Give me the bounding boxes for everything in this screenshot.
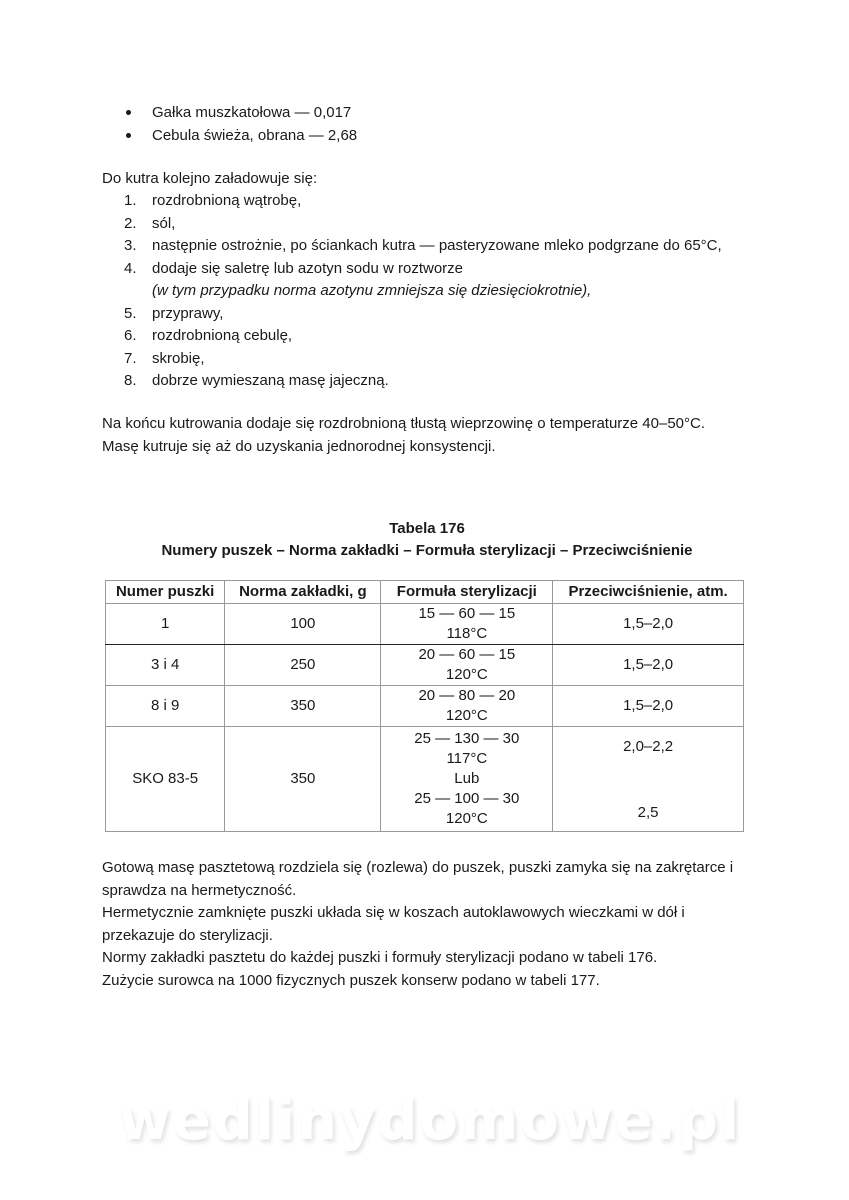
step-text: przyprawy, — [152, 304, 224, 322]
formula-line: 15 — 60 — 15 — [418, 605, 516, 622]
bullet-text: Gałka muszkatołowa — 0,017 — [152, 104, 352, 121]
step-item — [124, 190, 744, 213]
step-item — [124, 303, 744, 326]
formula-temp: 120°C — [445, 707, 488, 724]
step-text: rozdrobnioną wątrobę, — [152, 192, 302, 209]
formula-line: 20 — 60 — 15 — [418, 646, 516, 663]
step-number: 3. — [124, 237, 137, 254]
bullet-dot-icon — [126, 110, 131, 115]
cell-pressure: 1,5–2,0 — [553, 686, 744, 727]
bullet-dot-icon — [126, 133, 131, 138]
formula-temp: 117°C — [446, 750, 488, 767]
cell-can: 3 i 4 — [106, 645, 225, 686]
table-header-row — [106, 581, 744, 604]
cell-norm: 350 — [225, 727, 381, 832]
formula-temp: 120°C — [445, 810, 488, 827]
table-row — [106, 727, 744, 832]
header-can-number: Numer puszki — [106, 581, 225, 604]
formula-line: 25 — 100 — 30 — [414, 790, 520, 807]
step-item — [124, 325, 744, 348]
step-number: 1. — [124, 192, 137, 209]
sterilization-table — [105, 580, 744, 832]
paragraph: Na końcu kutrowania dodaje się rozdrobnioną tłustą wieprzowinę o temperaturze 40–50°C. — [102, 415, 706, 432]
step-item — [124, 258, 744, 303]
step-number: 6. — [124, 327, 137, 344]
cell-can: 8 i 9 — [106, 686, 225, 727]
paragraph: Normy zakładki pasztetu do każdej puszki i formuły sterylizacji podano w tabeli 176. — [102, 949, 658, 966]
header-sterilization-formula: Formuła sterylizacji — [381, 581, 553, 604]
paragraph: Zużycie surowca na 1000 fizycznych puszek konserw podano w tabeli 177. — [102, 971, 600, 989]
cell-pressure: 1,5–2,0 — [553, 645, 744, 686]
bullet-item — [124, 101, 357, 124]
step-text: sól, — [152, 214, 176, 232]
cell-formula — [381, 645, 553, 686]
table-row — [106, 686, 744, 727]
formula-or: Lub — [454, 770, 480, 787]
step-item — [124, 348, 744, 371]
cell-formula — [381, 727, 553, 832]
cell-formula — [381, 686, 553, 727]
bullet-item — [124, 124, 357, 147]
step-item — [124, 213, 744, 236]
step-note: (w tym przypadku norma azotynu zmniejsza się dziesięciokrotnie), — [152, 282, 592, 299]
step-item — [124, 370, 744, 393]
paragraph: Hermetycznie zamknięte puszki układa się w koszach autoklawowych wieczkami w dół i przekazuje do sterylizacji. — [102, 904, 685, 944]
formula-temp: 120°C — [445, 666, 488, 683]
cell-norm: 350 — [225, 686, 381, 727]
step-text: dobrze wymieszaną masę jajeczną. — [152, 372, 389, 389]
step-number: 4. — [124, 259, 137, 277]
pressure-value: 2,0–2,2 — [623, 738, 674, 755]
cell-formula — [381, 604, 553, 645]
after-steps-text — [102, 413, 752, 458]
ingredient-bullet-list — [124, 101, 357, 147]
pressure-value: 2,5 — [637, 804, 659, 821]
table-caption-number: Tabela 176 — [389, 520, 465, 537]
step-number: 5. — [124, 304, 137, 322]
intro-paragraph: Do kutra kolejno załadowuje się: — [102, 170, 318, 187]
step-text: skrobię, — [152, 349, 205, 367]
step-number: 7. — [124, 349, 137, 367]
paragraph: Masę kutruje się aż do uzyskania jednorodnej konsystencji. — [102, 437, 496, 455]
table-caption-title: Numery puszek – Norma zakładki – Formuła sterylizacji – Przeciwciśnienie — [161, 542, 693, 559]
step-item — [124, 235, 744, 258]
table-row — [106, 604, 744, 645]
step-text: dodaje się saletrę lub azotyn sodu w roztworze — [152, 259, 464, 277]
formula-temp: 118°C — [446, 625, 488, 642]
cell-norm: 250 — [225, 645, 381, 686]
steps-list — [124, 190, 744, 393]
closing-text — [102, 857, 752, 992]
step-number: 8. — [124, 372, 137, 389]
step-text: następnie ostrożnie, po ściankach kutra — pasteryzowane mleko podgrzane do 65°C, — [152, 237, 722, 254]
bullet-text: Cebula świeża, obrana — 2,68 — [152, 127, 358, 144]
step-text: rozdrobnioną cebulę, — [152, 327, 293, 344]
cell-pressure: 1,5–2,0 — [553, 604, 744, 645]
step-number: 2. — [124, 214, 137, 232]
paragraph: Gotową masę pasztetową rozdziela się (rozlewa) do puszek, puszki zamyka się na zakrętarce i sprawdza na hermetyczność. — [102, 859, 734, 899]
table-row — [106, 645, 744, 686]
formula-line: 20 — 80 — 20 — [418, 687, 516, 704]
watermark: wedlinydomowe.pl — [118, 1088, 742, 1153]
cell-can: 1 — [106, 604, 225, 645]
cell-norm: 100 — [225, 604, 381, 645]
formula-line: 25 — 130 — 30 — [414, 730, 520, 747]
cell-can: SKO 83-5 — [106, 727, 225, 832]
cell-pressure — [553, 727, 744, 832]
header-counterpressure: Przeciwciśnienie, atm. — [553, 581, 744, 604]
header-fill-norm: Norma zakładki, g — [225, 581, 381, 604]
